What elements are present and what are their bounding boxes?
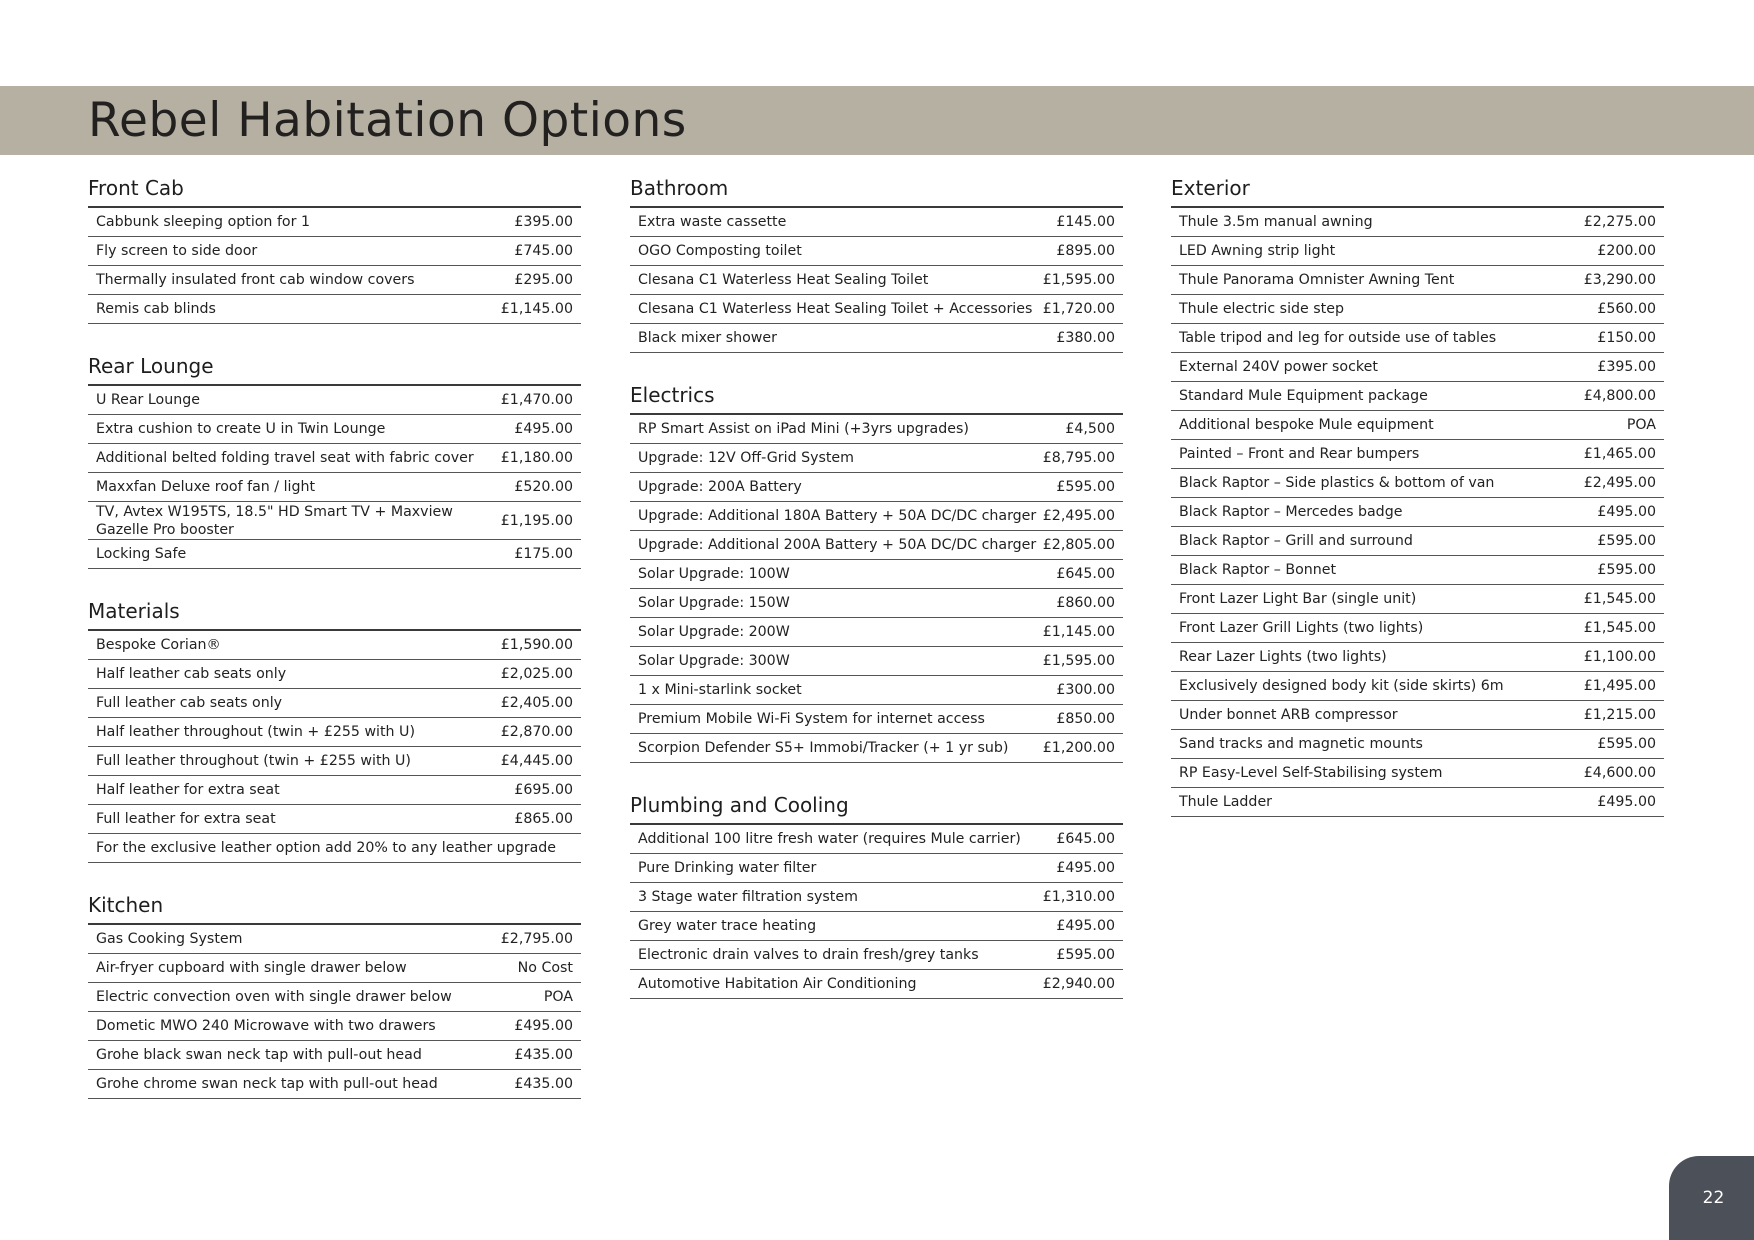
option-row [630,854,1123,883]
option-price: £495.00 [514,1018,573,1034]
option-row [630,647,1123,676]
option-price: £850.00 [1056,711,1115,727]
option-name: Cabbunk sleeping option for 1 [96,214,310,230]
option-name: Clesana C1 Waterless Heat Sealing Toilet [638,272,929,288]
option-name: Table tripod and leg for outside use of tables [1179,330,1497,346]
option-price: £1,545.00 [1583,591,1656,607]
option-row [1171,469,1664,498]
option-row [1171,643,1664,672]
option-name: Additional 100 litre fresh water (requires Mule carrier) [638,831,1021,847]
option-price: £595.00 [1597,533,1656,549]
option-row [630,444,1123,473]
option-name: Maxxfan Deluxe roof fan / light [96,479,316,495]
option-price: £2,275.00 [1583,214,1656,230]
option-name: External 240V power socket [1179,359,1378,375]
option-name: Extra waste cassette [638,214,787,230]
option-row [1171,527,1664,556]
option-row [630,941,1123,970]
option-name: Extra cushion to create U in Twin Lounge [96,421,386,437]
option-row [630,531,1123,560]
option-price: £435.00 [514,1076,573,1092]
option-price: £695.00 [514,782,573,798]
section-title: Kitchen [88,890,581,925]
option-name: Thule Panorama Omnister Awning Tent [1179,272,1455,288]
option-row [1171,701,1664,730]
option-price: POA [1626,417,1656,433]
option-name: Under bonnet ARB compressor [1179,707,1398,723]
note-row [88,834,581,863]
option-price: £1,545.00 [1583,620,1656,636]
option-price: £1,200.00 [1042,740,1115,756]
option-name: Thule electric side step [1179,301,1344,317]
option-row [1171,788,1664,817]
option-name: RP Smart Assist on iPad Mini (+3yrs upgrades) [638,421,969,437]
option-price: £200.00 [1597,243,1656,259]
option-row [630,560,1123,589]
option-row [88,983,581,1012]
option-row [630,324,1123,353]
option-price: £595.00 [1597,736,1656,752]
option-name: Additional belted folding travel seat with fabric cover [96,450,474,466]
option-price: £560.00 [1597,301,1656,317]
option-price: £295.00 [514,272,573,288]
option-row [88,1012,581,1041]
option-name: Black Raptor – Side plastics & bottom of van [1179,475,1495,491]
option-row [630,734,1123,763]
option-price: £495.00 [514,421,573,437]
option-row [1171,440,1664,469]
option-row [1171,498,1664,527]
option-price: £645.00 [1056,566,1115,582]
option-row [88,266,581,295]
option-price: £2,495.00 [1583,475,1656,491]
option-price: £1,310.00 [1042,889,1115,905]
option-row [88,631,581,660]
option-name: Half leather cab seats only [96,666,287,682]
option-name: Front Lazer Light Bar (single unit) [1179,591,1417,607]
section-kitchen [88,890,581,1099]
option-row [630,705,1123,734]
option-row [88,925,581,954]
option-row [88,444,581,473]
option-price: No Cost [517,960,573,976]
option-name: LED Awning strip light [1179,243,1336,259]
option-price: £3,290.00 [1583,272,1656,288]
option-name: 1 x Mini-starlink socket [638,682,802,698]
option-price: £395.00 [514,214,573,230]
option-row [1171,672,1664,701]
option-row [1171,585,1664,614]
option-price: £4,445.00 [500,753,573,769]
option-row [1171,556,1664,585]
option-price: £860.00 [1056,595,1115,611]
option-price: £865.00 [514,811,573,827]
section-title: Front Cab [88,173,581,208]
option-price: £435.00 [514,1047,573,1063]
option-name: Painted – Front and Rear bumpers [1179,446,1420,462]
option-row [88,1070,581,1099]
option-name: Fly screen to side door [96,243,258,259]
option-name: Locking Safe [96,546,187,562]
option-price: £1,590.00 [500,637,573,653]
option-row [88,295,581,324]
option-row [630,415,1123,444]
option-row [630,883,1123,912]
option-name: Front Lazer Grill Lights (two lights) [1179,620,1424,636]
option-price: £380.00 [1056,330,1115,346]
option-price: £2,805.00 [1042,537,1115,553]
option-name: Scorpion Defender S5+ Immobi/Tracker (+ 1 yr sub) [638,740,1009,756]
option-name: Rear Lazer Lights (two lights) [1179,649,1387,665]
option-row [630,295,1123,324]
option-name: Solar Upgrade: 100W [638,566,790,582]
option-name: Gas Cooking System [96,931,243,947]
option-row [630,970,1123,999]
option-price: £895.00 [1056,243,1115,259]
header-band [0,86,1754,155]
option-name: Thule Ladder [1179,794,1273,810]
option-price: £1,180.00 [500,450,573,466]
option-name: Electronic drain valves to drain fresh/grey tanks [638,947,979,963]
option-row [88,689,581,718]
option-row [630,473,1123,502]
option-price: £595.00 [1597,562,1656,578]
option-row [630,676,1123,705]
option-row [88,718,581,747]
option-row [630,589,1123,618]
option-row [1171,208,1664,237]
option-price: £495.00 [1597,794,1656,810]
option-price: £1,595.00 [1042,272,1115,288]
option-row [1171,730,1664,759]
option-row [88,1041,581,1070]
option-row [1171,266,1664,295]
option-row [1171,759,1664,788]
option-price: POA [543,989,573,1005]
option-name: Thule 3.5m manual awning [1179,214,1373,230]
option-name: Dometic MWO 240 Microwave with two drawers [96,1018,436,1034]
option-price: £2,795.00 [500,931,573,947]
option-price: £175.00 [514,546,573,562]
section-title: Materials [88,596,581,631]
section-title: Bathroom [630,173,1123,208]
option-name: Upgrade: Additional 200A Battery + 50A DC/DC charger [638,537,1037,553]
section-plumbing-and-cooling [630,790,1123,999]
option-name: Electric convection oven with single drawer below [96,989,452,1005]
option-row [630,825,1123,854]
option-name: Grey water trace heating [638,918,817,934]
option-price: £595.00 [1056,479,1115,495]
option-price: £1,595.00 [1042,653,1115,669]
option-price: £1,195.00 [500,512,573,529]
option-name: Half leather throughout (twin + £255 with U) [96,724,415,740]
section-materials [88,596,581,863]
option-row [1171,411,1664,440]
option-name: Solar Upgrade: 200W [638,624,790,640]
option-name: Thermally insulated front cab window covers [96,272,415,288]
option-name: Upgrade: 200A Battery [638,479,802,495]
option-name: Clesana C1 Waterless Heat Sealing Toilet + Accessories [638,301,1033,317]
option-row [630,266,1123,295]
option-name: Solar Upgrade: 150W [638,595,790,611]
option-name: Half leather for extra seat [96,782,280,798]
option-name: Full leather cab seats only [96,695,283,711]
option-name: Sand tracks and magnetic mounts [1179,736,1423,752]
section-front-cab [88,173,581,324]
option-price: £2,405.00 [500,695,573,711]
section-exterior [1171,173,1664,817]
page-number-tab [1669,1156,1754,1240]
option-name: Pure Drinking water filter [638,860,817,876]
option-price: £495.00 [1597,504,1656,520]
section-title: Rear Lounge [88,351,581,386]
column-right [1171,173,1664,844]
option-name: U Rear Lounge [96,392,200,408]
option-price: £4,500 [1065,421,1115,437]
option-price: £495.00 [1056,860,1115,876]
option-row [88,776,581,805]
option-row [88,660,581,689]
option-row [1171,353,1664,382]
option-name: TV, Avtex W195TS, 18.5" HD Smart TV + Maxview Gazelle Pro booster [96,503,453,538]
option-price: £300.00 [1056,682,1115,698]
option-price: £745.00 [514,243,573,259]
option-price: £1,470.00 [500,392,573,408]
option-price: £1,720.00 [1042,301,1115,317]
option-row [88,540,581,569]
option-name: Full leather throughout (twin + £255 with U) [96,753,411,769]
section-rear-lounge [88,351,581,569]
option-name: Additional bespoke Mule equipment [1179,417,1434,433]
option-row [1171,382,1664,411]
option-price: £1,495.00 [1583,678,1656,694]
option-price: £4,600.00 [1583,765,1656,781]
option-row [88,954,581,983]
option-row [630,502,1123,531]
option-price: £2,025.00 [500,666,573,682]
option-name: Premium Mobile Wi-Fi System for internet access [638,711,985,727]
option-name: Automotive Habitation Air Conditioning [638,976,917,992]
option-row [88,747,581,776]
option-name: Exclusively designed body kit (side skirts) 6m [1179,678,1504,694]
option-price: £4,800.00 [1583,388,1656,404]
option-name: Black Raptor – Grill and surround [1179,533,1413,549]
option-name: Upgrade: 12V Off-Grid System [638,450,854,466]
option-price: £1,100.00 [1583,649,1656,665]
option-name: Remis cab blinds [96,301,216,317]
option-price: £1,145.00 [1042,624,1115,640]
option-name: Black Raptor – Bonnet [1179,562,1337,578]
option-name: Bespoke Corian® [96,637,221,653]
option-price: £645.00 [1056,831,1115,847]
option-price: £150.00 [1597,330,1656,346]
option-price: £1,215.00 [1583,707,1656,723]
page-title: Rebel Habitation Options [88,93,687,148]
section-title: Exterior [1171,173,1664,208]
column-middle [630,173,1123,1026]
option-name: Grohe chrome swan neck tap with pull-out head [96,1076,438,1092]
option-name: Upgrade: Additional 180A Battery + 50A DC/DC charger [638,508,1037,524]
option-row [630,237,1123,266]
option-row [630,208,1123,237]
option-price: £595.00 [1056,947,1115,963]
option-price: £395.00 [1597,359,1656,375]
option-row [1171,324,1664,353]
option-name: Standard Mule Equipment package [1179,388,1428,404]
option-row [630,912,1123,941]
option-price: £1,145.00 [500,301,573,317]
option-row [88,208,581,237]
option-price: £2,495.00 [1042,508,1115,524]
option-row [88,473,581,502]
option-name: 3 Stage water filtration system [638,889,858,905]
option-row [630,618,1123,647]
section-title: Plumbing and Cooling [630,790,1123,825]
page-number: 22 [1702,1188,1725,1208]
option-name: Solar Upgrade: 300W [638,653,790,669]
option-name: OGO Composting toilet [638,243,802,259]
option-row [1171,295,1664,324]
option-name: Air-fryer cupboard with single drawer below [96,960,407,976]
option-name: Black mixer shower [638,330,777,346]
option-price: £520.00 [514,479,573,495]
option-name: For the exclusive leather option add 20% to any leather upgrade [96,840,557,856]
option-name: Black Raptor – Mercedes badge [1179,504,1403,520]
option-row [88,237,581,266]
option-row [1171,614,1664,643]
option-name: Full leather for extra seat [96,811,276,827]
option-row [88,415,581,444]
option-row [1171,237,1664,266]
option-name: Grohe black swan neck tap with pull-out head [96,1047,422,1063]
option-row [88,386,581,415]
section-title: Electrics [630,380,1123,415]
option-price: £1,465.00 [1583,446,1656,462]
option-price: £2,870.00 [500,724,573,740]
section-bathroom [630,173,1123,353]
option-row [88,502,581,540]
section-electrics [630,380,1123,763]
column-left [88,173,581,1126]
option-price: £2,940.00 [1042,976,1115,992]
option-price: £8,795.00 [1042,450,1115,466]
option-price: £495.00 [1056,918,1115,934]
option-price: £145.00 [1056,214,1115,230]
option-name: RP Easy-Level Self-Stabilising system [1179,765,1443,781]
option-row [88,805,581,834]
